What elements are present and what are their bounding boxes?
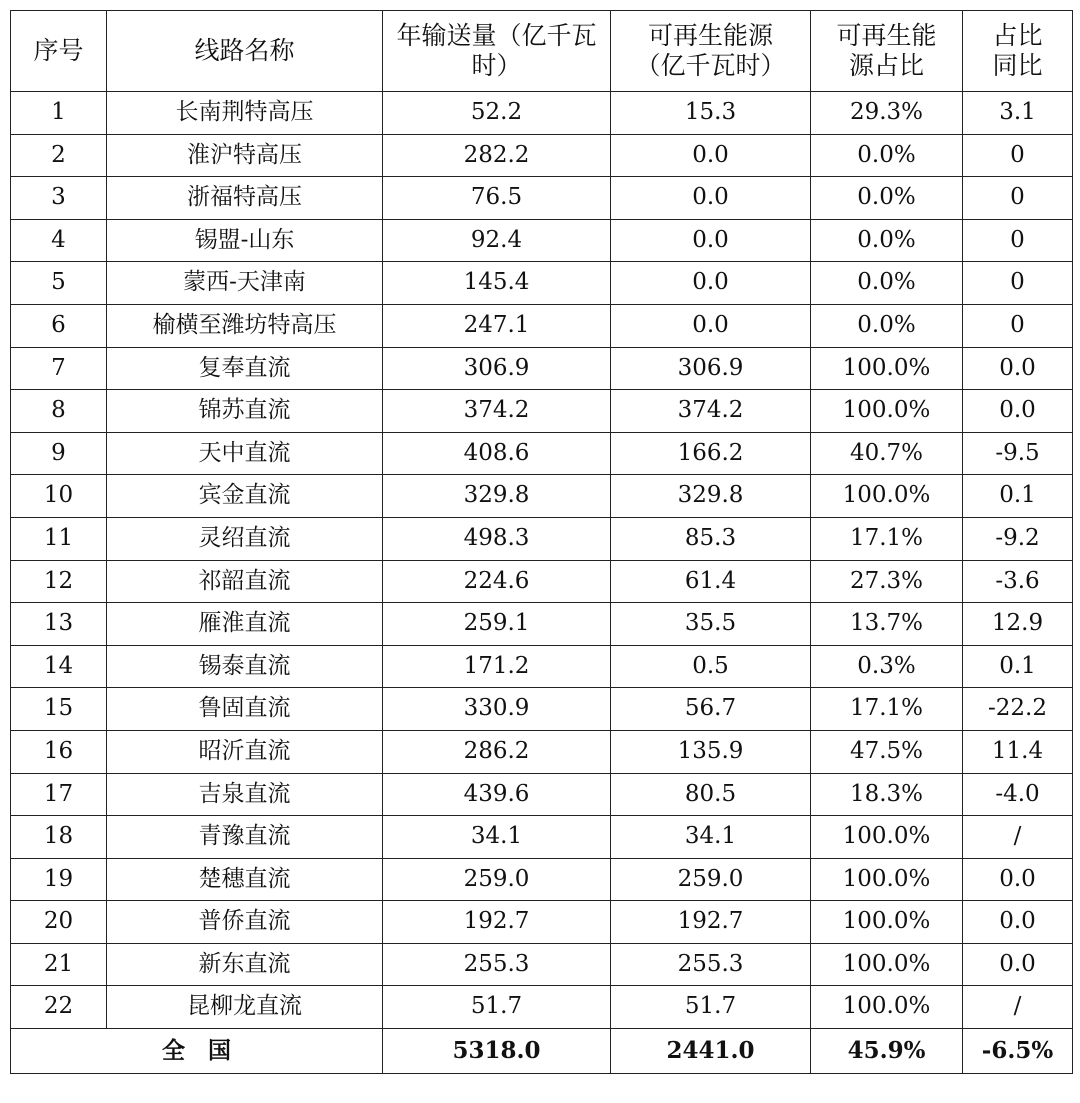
cell-line-name: 锡泰直流 [107,645,383,688]
cell-line-name: 新东直流 [107,943,383,986]
table-row [11,858,1073,901]
cell-index: 11 [11,517,107,560]
cell-yoy: 11.4 [963,730,1073,773]
cell-renewable: 56.7 [611,688,811,731]
cell-share: 0.0% [811,219,963,262]
table-row [11,432,1073,475]
total-row [11,1029,1073,1074]
table-row [11,390,1073,433]
cell-renewable: 61.4 [611,560,811,603]
cell-index: 18 [11,816,107,859]
cell-annual: 171.2 [383,645,611,688]
cell-renewable: 34.1 [611,816,811,859]
cell-annual: 286.2 [383,730,611,773]
cell-renewable: 259.0 [611,858,811,901]
table-row [11,730,1073,773]
cell-renewable: 35.5 [611,603,811,646]
cell-index: 2 [11,134,107,177]
table-row [11,177,1073,220]
cell-renewable: 15.3 [611,92,811,135]
header-line-name: 线路名称 [107,11,383,92]
cell-index: 9 [11,432,107,475]
table-header [11,11,1073,92]
cell-line-name: 祁韶直流 [107,560,383,603]
table-row [11,943,1073,986]
cell-line-name: 昭沂直流 [107,730,383,773]
cell-line-name: 宾金直流 [107,475,383,518]
cell-index: 8 [11,390,107,433]
cell-index: 20 [11,901,107,944]
cell-yoy: / [963,816,1073,859]
cell-annual: 34.1 [383,816,611,859]
table-row [11,347,1073,390]
cell-yoy: -3.6 [963,560,1073,603]
cell-annual: 247.1 [383,304,611,347]
cell-yoy: 0 [963,304,1073,347]
cell-line-name: 普侨直流 [107,901,383,944]
table-footer [11,1029,1073,1074]
cell-renewable: 192.7 [611,901,811,944]
cell-share: 100.0% [811,816,963,859]
cell-annual: 92.4 [383,219,611,262]
cell-annual: 52.2 [383,92,611,135]
cell-annual: 259.0 [383,858,611,901]
cell-index: 3 [11,177,107,220]
cell-renewable: 306.9 [611,347,811,390]
cell-share: 100.0% [811,943,963,986]
table-row [11,816,1073,859]
cell-share: 18.3% [811,773,963,816]
cell-renewable: 85.3 [611,517,811,560]
cell-line-name: 淮沪特高压 [107,134,383,177]
cell-line-name: 雁淮直流 [107,603,383,646]
table-row [11,688,1073,731]
total-share: 45.9% [811,1029,963,1074]
cell-yoy: -9.2 [963,517,1073,560]
table-row [11,901,1073,944]
table-row [11,219,1073,262]
cell-line-name: 鲁固直流 [107,688,383,731]
cell-share: 13.7% [811,603,963,646]
cell-index: 7 [11,347,107,390]
cell-annual: 329.8 [383,475,611,518]
cell-renewable: 80.5 [611,773,811,816]
cell-share: 27.3% [811,560,963,603]
table-row [11,773,1073,816]
cell-line-name: 昆柳龙直流 [107,986,383,1029]
table-row [11,645,1073,688]
cell-index: 16 [11,730,107,773]
table-row [11,134,1073,177]
cell-renewable: 0.0 [611,134,811,177]
cell-annual: 306.9 [383,347,611,390]
table-row [11,603,1073,646]
total-annual: 5318.0 [383,1029,611,1074]
cell-line-name: 青豫直流 [107,816,383,859]
cell-line-name: 吉泉直流 [107,773,383,816]
cell-index: 17 [11,773,107,816]
cell-line-name: 长南荆特高压 [107,92,383,135]
cell-yoy: -22.2 [963,688,1073,731]
cell-index: 15 [11,688,107,731]
header-annual-transmission-text: 年输送量（亿千瓦时） [396,21,597,80]
cell-share: 100.0% [811,901,963,944]
cell-share: 0.0% [811,134,963,177]
cell-share: 100.0% [811,347,963,390]
header-renewable-energy-text: 可再生能源（亿千瓦时） [635,21,786,80]
cell-share: 40.7% [811,432,963,475]
cell-yoy: 0.0 [963,347,1073,390]
cell-annual: 76.5 [383,177,611,220]
table-row [11,986,1073,1029]
cell-renewable: 0.0 [611,219,811,262]
cell-index: 6 [11,304,107,347]
cell-line-name: 锡盟-山东 [107,219,383,262]
cell-annual: 374.2 [383,390,611,433]
header-renewable-share-text: 可再生能源占比 [836,21,937,80]
cell-share: 17.1% [811,688,963,731]
table-row [11,262,1073,305]
cell-index: 12 [11,560,107,603]
cell-share: 100.0% [811,858,963,901]
cell-yoy: 0.0 [963,390,1073,433]
cell-yoy: 0.0 [963,943,1073,986]
cell-yoy: 0.0 [963,858,1073,901]
cell-yoy: 0 [963,177,1073,220]
cell-index: 14 [11,645,107,688]
cell-yoy: -9.5 [963,432,1073,475]
cell-yoy: 12.9 [963,603,1073,646]
cell-index: 21 [11,943,107,986]
cell-yoy: 0.0 [963,901,1073,944]
cell-yoy: / [963,986,1073,1029]
cell-annual: 498.3 [383,517,611,560]
cell-share: 0.0% [811,177,963,220]
total-renewable: 2441.0 [611,1029,811,1074]
cell-annual: 439.6 [383,773,611,816]
cell-annual: 282.2 [383,134,611,177]
cell-annual: 224.6 [383,560,611,603]
cell-line-name: 榆横至潍坊特高压 [107,304,383,347]
cell-yoy: 3.1 [963,92,1073,135]
header-index: 序号 [11,11,107,92]
table-row [11,475,1073,518]
cell-yoy: -4.0 [963,773,1073,816]
header-renewable-share [811,11,963,92]
cell-yoy: 0.1 [963,475,1073,518]
total-yoy: -6.5% [963,1029,1073,1074]
cell-share: 0.0% [811,262,963,305]
cell-renewable: 0.0 [611,177,811,220]
cell-yoy: 0.1 [963,645,1073,688]
header-annual-transmission [383,11,611,92]
cell-share: 0.3% [811,645,963,688]
cell-renewable: 0.0 [611,262,811,305]
cell-share: 17.1% [811,517,963,560]
cell-renewable: 329.8 [611,475,811,518]
cell-annual: 192.7 [383,901,611,944]
cell-annual: 259.1 [383,603,611,646]
cell-index: 19 [11,858,107,901]
cell-renewable: 0.0 [611,304,811,347]
total-label: 全 国 [11,1029,383,1074]
cell-line-name: 天中直流 [107,432,383,475]
table-row [11,517,1073,560]
header-renewable-energy [611,11,811,92]
cell-line-name: 蒙西-天津南 [107,262,383,305]
cell-index: 5 [11,262,107,305]
cell-index: 10 [11,475,107,518]
cell-annual: 408.6 [383,432,611,475]
cell-renewable: 51.7 [611,986,811,1029]
cell-annual: 145.4 [383,262,611,305]
header-share-yoy [963,11,1073,92]
header-row [11,11,1073,92]
cell-renewable: 374.2 [611,390,811,433]
cell-annual: 51.7 [383,986,611,1029]
cell-line-name: 锦苏直流 [107,390,383,433]
cell-share: 100.0% [811,986,963,1029]
cell-renewable: 0.5 [611,645,811,688]
cell-line-name: 复奉直流 [107,347,383,390]
table-row [11,560,1073,603]
cell-share: 100.0% [811,390,963,433]
cell-yoy: 0 [963,219,1073,262]
cell-yoy: 0 [963,262,1073,305]
cell-share: 100.0% [811,475,963,518]
cell-renewable: 166.2 [611,432,811,475]
table-body [11,92,1073,1029]
cell-index: 4 [11,219,107,262]
cell-line-name: 灵绍直流 [107,517,383,560]
cell-index: 13 [11,603,107,646]
cell-renewable: 135.9 [611,730,811,773]
transmission-lines-table [10,10,1073,1074]
cell-share: 47.5% [811,730,963,773]
cell-yoy: 0 [963,134,1073,177]
cell-annual: 330.9 [383,688,611,731]
cell-share: 0.0% [811,304,963,347]
cell-index: 22 [11,986,107,1029]
cell-share: 29.3% [811,92,963,135]
cell-annual: 255.3 [383,943,611,986]
table-row [11,92,1073,135]
table-row [11,304,1073,347]
cell-renewable: 255.3 [611,943,811,986]
cell-index: 1 [11,92,107,135]
header-share-yoy-text: 占比同比 [992,21,1043,80]
cell-line-name: 楚穗直流 [107,858,383,901]
cell-line-name: 浙福特高压 [107,177,383,220]
